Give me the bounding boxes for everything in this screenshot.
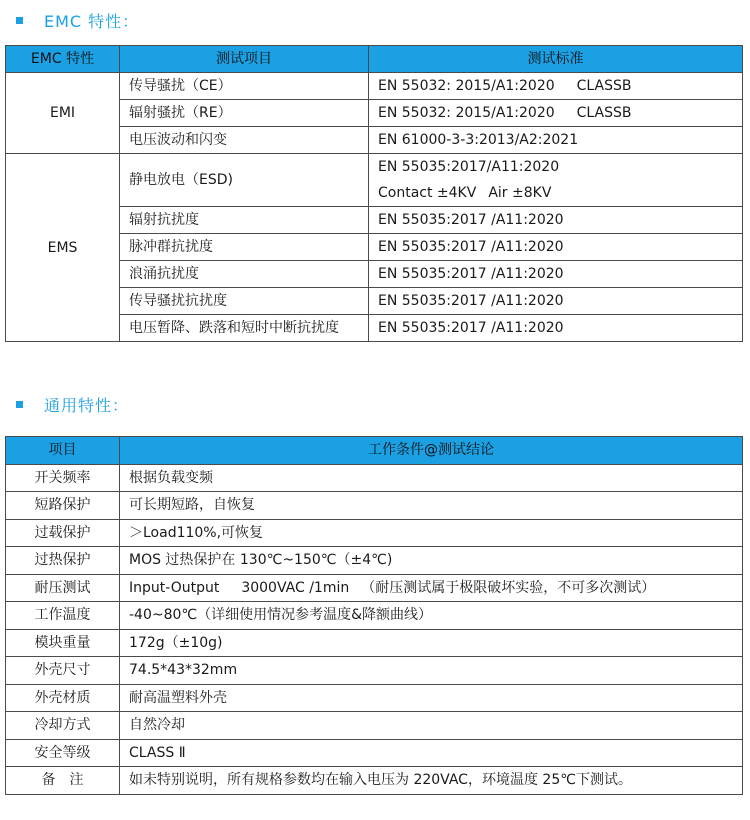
spec-name: 外壳材质	[6, 684, 120, 712]
test-item: 电压波动和闪变	[120, 127, 369, 154]
test-standard: EN 55035:2017 /A11:2020	[369, 234, 743, 261]
test-item: 传导骚扰抗扰度	[120, 288, 369, 315]
test-standard: EN 55035:2017 /A11:2020	[369, 288, 743, 315]
spec-value: 如未特别说明，所有规格参数均在输入电压为 220VAC，环境温度 25℃下测试。	[120, 767, 743, 795]
header-test-item: 测试项目	[120, 46, 369, 73]
general-section-heading	[16, 392, 129, 416]
test-item: 电压暂降、跌落和短时中断抗扰度	[120, 315, 369, 342]
test-item: 辐射抗扰度	[120, 207, 369, 234]
general-section-title: 通用特性：	[44, 395, 130, 415]
test-standard: EN 55032: 2015/A1:2020 CLASSB	[369, 73, 743, 100]
table-row	[6, 492, 743, 520]
spec-name: 耐压测试	[6, 574, 120, 602]
category-emi: EMI	[6, 73, 120, 154]
table-row	[6, 657, 743, 685]
test-item: 静电放电（ESD)	[120, 154, 369, 207]
test-standard: EN 55035:2017 /A11:2020	[369, 207, 743, 234]
spec-value: ＞Load110%,可恢复	[120, 519, 743, 547]
spec-value: 74.5*43*32mm	[120, 657, 743, 685]
test-standard: EN 55035:2017 /A11:2020	[369, 315, 743, 342]
test-item: 脉冲群抗扰度	[120, 234, 369, 261]
table-row	[6, 739, 743, 767]
square-bullet-icon	[16, 17, 23, 24]
table-row	[6, 464, 743, 492]
spec-name: 备 注	[6, 767, 120, 795]
spec-name: 安全等级	[6, 739, 120, 767]
category-ems: EMS	[6, 154, 120, 342]
square-bullet-icon	[16, 401, 23, 408]
table-row	[6, 519, 743, 547]
test-item: 辐射骚扰（RE）	[120, 100, 369, 127]
emc-table	[5, 45, 743, 342]
table-header-row	[6, 46, 743, 73]
spec-name: 外壳尺寸	[6, 657, 120, 685]
spec-value: -40~80℃（详细使用情况参考温度&降额曲线）	[120, 602, 743, 630]
emc-section-heading	[16, 8, 139, 32]
spec-name: 开关频率	[6, 464, 120, 492]
spec-value: 耐高温塑料外壳	[120, 684, 743, 712]
table-row	[6, 547, 743, 575]
header-test-standard: 测试标准	[369, 46, 743, 73]
table-row	[6, 73, 743, 100]
spec-name: 模块重量	[6, 629, 120, 657]
test-standard: EN 55035:2017 /A11:2020	[369, 261, 743, 288]
general-table	[5, 436, 743, 795]
spec-name: 过热保护	[6, 547, 120, 575]
spec-name: 冷却方式	[6, 712, 120, 740]
test-item: 传导骚扰（CE）	[120, 73, 369, 100]
test-standard: EN 55035:2017/A11:2020 Contact ±4KV Air ±8KV	[369, 154, 743, 207]
table-row	[6, 684, 743, 712]
spec-value: 根据负载变频	[120, 464, 743, 492]
spec-value: CLASS Ⅱ	[120, 739, 743, 767]
spec-name: 工作温度	[6, 602, 120, 630]
table-row	[6, 602, 743, 630]
spec-value: MOS 过热保护在 130℃~150℃（±4℃)	[120, 547, 743, 575]
table-row	[6, 574, 743, 602]
table-row	[6, 154, 743, 207]
table-row	[6, 629, 743, 657]
emc-section-title: EMC 特性：	[44, 11, 140, 31]
table-row	[6, 767, 743, 795]
spec-value: Input-Output 3000VAC /1min （耐压测试属于极限破坏实验，不可多次测试）	[120, 574, 743, 602]
table-row	[6, 712, 743, 740]
spec-name: 过载保护	[6, 519, 120, 547]
test-standard: EN 61000-3-3:2013/A2:2021	[369, 127, 743, 154]
header-condition: 工作条件@测试结论	[120, 437, 743, 465]
test-standard: EN 55032: 2015/A1:2020 CLASSB	[369, 100, 743, 127]
table-header-row	[6, 437, 743, 465]
test-item: 浪涌抗扰度	[120, 261, 369, 288]
spec-name: 短路保护	[6, 492, 120, 520]
header-emc: EMC 特性	[6, 46, 120, 73]
header-item: 项目	[6, 437, 120, 465]
spec-value: 172g（±10g)	[120, 629, 743, 657]
spec-value: 可长期短路，自恢复	[120, 492, 743, 520]
spec-value: 自然冷却	[120, 712, 743, 740]
